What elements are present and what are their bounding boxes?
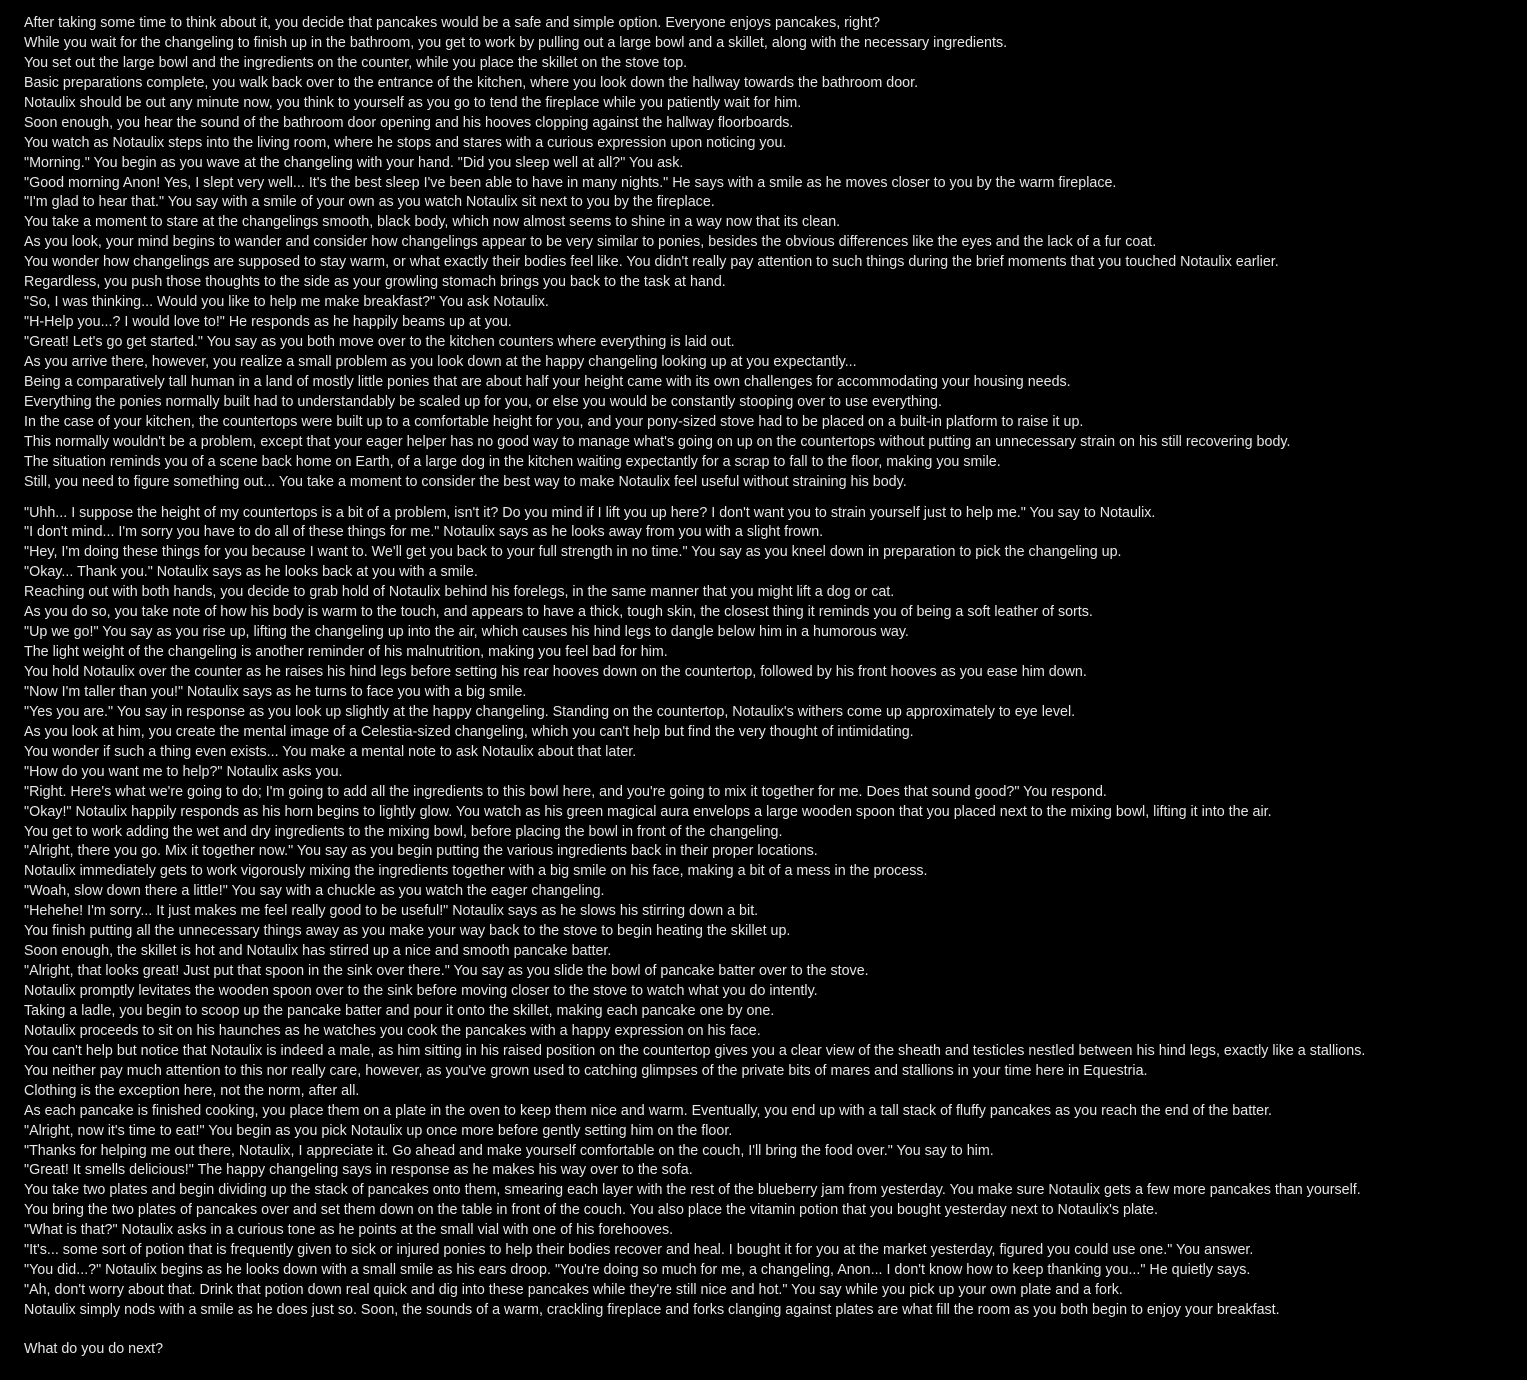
story-line: "What is that?" Notaulix asks in a curious tone as he points at the small vial with one of his forehooves. <box>24 1222 674 1239</box>
story-line: After taking some time to think about it, you decide that pancakes would be a safe and simple option. Everyone enjoys pancakes, right? <box>24 15 880 31</box>
story-line: As you arrive there, however, you realize a small problem as you look down at the happy changeling looking up at you expectantly... <box>24 353 857 370</box>
next-action-prompt: What do you do next? <box>24 1340 164 1357</box>
story-line: "Alright, that looks great! Just put that spoon in the sink over there." You say as you slide the bowl of pancake batter over to the stove. <box>24 963 869 980</box>
story-line: You take a moment to stare at the changelings smooth, black body, which now almost seems to shine in a way now that its clean. <box>24 214 841 231</box>
story-line: "Alright, there you go. Mix it together now." You say as you begin putting the various ingredients back in their proper locations. <box>24 843 818 860</box>
story-line: You finish putting all the unnecessary things away as you make your way back to the stove to begin heating the skillet up. <box>24 923 791 940</box>
story-line: This normally wouldn't be a problem, except that your eager helper has no good way to manage what's going on up on the countertops without putting an unnecessary strain on his still recovering body. <box>24 433 1291 450</box>
story-line: As you look, your mind begins to wander and consider how changelings appear to be very similar to ponies, besides the obvious differences like the eyes and the lack of a fur coat. <box>24 234 1157 251</box>
story-section-2 <box>24 504 1524 1321</box>
story-line: Regardless, you push those thoughts to the side as your growling stomach brings you back to the task at hand. <box>24 274 726 291</box>
story-line: Notaulix should be out any minute now, you think to yourself as you go to tend the fireplace while you patiently wait for him. <box>24 94 802 111</box>
story-line: In the case of your kitchen, the countertops were built up to a comfortable height for you, and your pony-sized stove had to be placed on a built-in platform to raise it up. <box>24 413 1084 430</box>
story-line: "Now I'm taller than you!" Notaulix says as he turns to face you with a big smile. <box>24 683 527 700</box>
story-line: "Alright, now it's time to eat!" You begin as you pick Notaulix up once more before gently setting him on the floor. <box>24 1122 733 1139</box>
story-line: "Great! It smells delicious!" The happy changeling says in response as he makes his way over to the sofa. <box>24 1162 693 1179</box>
story-line: You wonder if such a thing even exists... You make a mental note to ask Notaulix about that later. <box>24 743 637 760</box>
story-line: "I don't mind... I'm sorry you have to do all of these things for me." Notaulix says as he looks away from you with a slight frown. <box>24 524 824 541</box>
story-line: "Great! Let's go get started." You say as you both move over to the kitchen counters where everything is laid out. <box>24 334 735 350</box>
story-line: "So, I was thinking... Would you like to help me make breakfast?" You ask Notaulix. <box>24 294 549 311</box>
story-line: "Uhh... I suppose the height of my countertops is a bit of a problem, isn't it? Do you mind if I lift you up here? I don't want you to strain yourself just to help me." You say to Notaulix. <box>24 504 1156 521</box>
story-line: You take two plates and begin dividing up the stack of pancakes onto them, smearing each layer with the rest of the blueberry jam from yesterday. You make sure Notaulix gets a few more pancakes than yourself. <box>24 1182 1361 1199</box>
story-line: You watch as Notaulix steps into the living room, where he stops and stares with a curious expression upon noticing you. <box>24 134 787 151</box>
story-line: "Hehehe! I'm sorry... It just makes me feel really good to be useful!" Notaulix says as he slows his stirring down a bit. <box>24 903 759 920</box>
story-line: You wonder how changelings are supposed to stay warm, or what exactly their bodies feel like. You didn't really pay attention to such things during the brief moments that you touched Notaulix earlier. <box>24 254 1279 271</box>
story-line: Notaulix simply nods with a smile as he does just so. Soon, the sounds of a warm, crackling fireplace and forks clanging against plates are what fill the room as you both begin to enjoy your breakfast. <box>24 1302 1280 1318</box>
story-line: "Right. Here's what we're going to do; I'm going to add all the ingredients to this bowl here, and you're going to mix it together for me. Does that sound good?" You respond. <box>24 783 1107 800</box>
story-line: "H-Help you...? I would love to!" He responds as he happily beams up at you. <box>24 314 512 331</box>
story-line: Being a comparatively tall human in a land of mostly little ponies that are about half your height came with its own challenges for accommodating your housing needs. <box>24 373 1071 390</box>
story-line: "Hey, I'm doing these things for you because I want to. We'll get you back to your full strength in no time." You say as you kneel down in preparation to pick the changeling up. <box>24 544 1122 561</box>
story-line: Basic preparations complete, you walk back over to the entrance of the kitchen, where you look down the hallway towards the bathroom door. <box>24 74 919 91</box>
prompt-spacer <box>24 1321 1524 1339</box>
story-line: Everything the ponies normally built had to understandably be scaled up for you, or else you would be constantly stooping over to use everything. <box>24 393 942 410</box>
story-line: You set out the large bowl and the ingredients on the counter, while you place the skillet on the stove top. <box>24 54 688 71</box>
story-line: "You did...?" Notaulix begins as he looks down with a small smile as his ears droop. "You're doing so much for me, a changeling, Anon... I don't know how to keep thanking you..." He quietly says. <box>24 1262 1251 1279</box>
story-line: Notaulix immediately gets to work vigorously mixing the ingredients together with a big smile on his face, making a bit of a mess in the process. <box>24 863 928 880</box>
story-line: "Good morning Anon! Yes, I slept very well... It's the best sleep I've been able to have in many nights." He says with a smile as he moves closer to you by the warm fireplace. <box>24 174 1117 191</box>
story-document <box>24 14 1524 1359</box>
story-line: The situation reminds you of a scene back home on Earth, of a large dog in the kitchen waiting expectantly for a scrap to fall to the floor, making you smile. <box>24 453 1001 470</box>
story-line: As you do so, you take note of how his body is warm to the touch, and appears to have a thick, tough skin, the closest thing it reminds you of being a soft leather of sorts. <box>24 604 1093 621</box>
story-line: While you wait for the changeling to finish up in the bathroom, you get to work by pulling out a large bowl and a skillet, along with the necessary ingredients. <box>24 34 1008 51</box>
story-line: You get to work adding the wet and dry ingredients to the mixing bowl, before placing the bowl in front of the changeling. <box>24 823 783 840</box>
story-line: The light weight of the changeling is another reminder of his malnutrition, making you feel bad for him. <box>24 644 668 661</box>
story-line: As each pancake is finished cooking, you place them on a plate in the oven to keep them nice and warm. Eventually, you end up with a tall stack of fluffy pancakes as you reach the end of the batter. <box>24 1102 1273 1119</box>
story-line: "Up we go!" You say as you rise up, lifting the changeling up into the air, which causes his hind legs to dangle below him in a humorous way. <box>24 624 909 641</box>
story-line: "Okay... Thank you." Notaulix says as he looks back at you with a smile. <box>24 564 478 581</box>
story-line: "How do you want me to help?" Notaulix asks you. <box>24 763 343 780</box>
story-line: Taking a ladle, you begin to scoop up the pancake batter and pour it onto the skillet, making each pancake one by one. <box>24 1002 775 1019</box>
section-spacer <box>24 493 1524 504</box>
story-line: Soon enough, you hear the sound of the bathroom door opening and his hooves clopping against the hallway floorboards. <box>24 114 794 131</box>
story-line: "Yes you are." You say in response as you look up slightly at the happy changeling. Standing on the countertop, Notaulix's withers come up approximately to eye level. <box>24 703 1076 720</box>
story-line: Notaulix promptly levitates the wooden spoon over to the sink before moving closer to the stove to watch what you do intently. <box>24 983 818 999</box>
story-line: You can't help but notice that Notaulix is indeed a male, as him sitting in his raised position on the countertop gives you a clear view of the sheath and testicles nestled between his hind legs, exactly like a stallions. <box>24 1042 1366 1059</box>
story-line: You hold Notaulix over the counter as he raises his hind legs before setting his rear hooves down on the countertop, followed by his front hooves as you ease him down. <box>24 664 1087 680</box>
story-line: "Woah, slow down there a little!" You say with a chuckle as you watch the eager changeling. <box>24 883 605 900</box>
story-line: Reaching out with both hands, you decide to grab hold of Notaulix behind his forelegs, in the same manner that you might lift a dog or cat. <box>24 584 895 601</box>
story-line: "I'm glad to hear that." You say with a smile of your own as you watch Notaulix sit next to you by the fireplace. <box>24 194 715 211</box>
story-line: "Thanks for helping me out there, Notaulix, I appreciate it. Go ahead and make yourself comfortable on the couch, I'll bring the food over." You say to him. <box>24 1142 994 1159</box>
story-line: "Okay!" Notaulix happily responds as his horn begins to lightly glow. You watch as his green magical aura envelops a large wooden spoon that you placed next to the mixing bowl, lifting it into the air. <box>24 803 1272 820</box>
story-line: You neither pay much attention to this nor really care, however, as you've grown used to catching glimpses of the private bits of mares and stallions in your time here in Equestria. <box>24 1062 1148 1079</box>
story-section-1 <box>24 14 1524 493</box>
story-line: Still, you need to figure something out... You take a moment to consider the best way to make Notaulix feel useful without straining his body. <box>24 473 907 490</box>
story-line: Notaulix proceeds to sit on his haunches as he watches you cook the pancakes with a happy expression on his face. <box>24 1022 761 1039</box>
story-line: "Ah, don't worry about that. Drink that potion down real quick and dig into these pancakes while they're still nice and hot." You say while you pick up your own plate and a fork. <box>24 1282 1123 1299</box>
story-line: Soon enough, the skillet is hot and Notaulix has stirred up a nice and smooth pancake batter. <box>24 943 612 960</box>
story-line: "Morning." You begin as you wave at the changeling with your hand. "Did you sleep well at all?" You ask. <box>24 154 684 171</box>
story-line: You bring the two plates of pancakes over and set them down on the table in front of the couch. You also place the vitamin potion that you bought yesterday next to Notaulix's plate. <box>24 1202 1158 1219</box>
story-line: As you look at him, you create the mental image of a Celestia-sized changeling, which you can't help but find the very thought of intimidating. <box>24 723 914 740</box>
story-line: Clothing is the exception here, not the norm, after all. <box>24 1082 360 1099</box>
story-line: "It's... some sort of potion that is frequently given to sick or injured ponies to help their bodies recover and heal. I bought it for you at the market yesterday, figured you could use one." You answer. <box>24 1242 1254 1259</box>
